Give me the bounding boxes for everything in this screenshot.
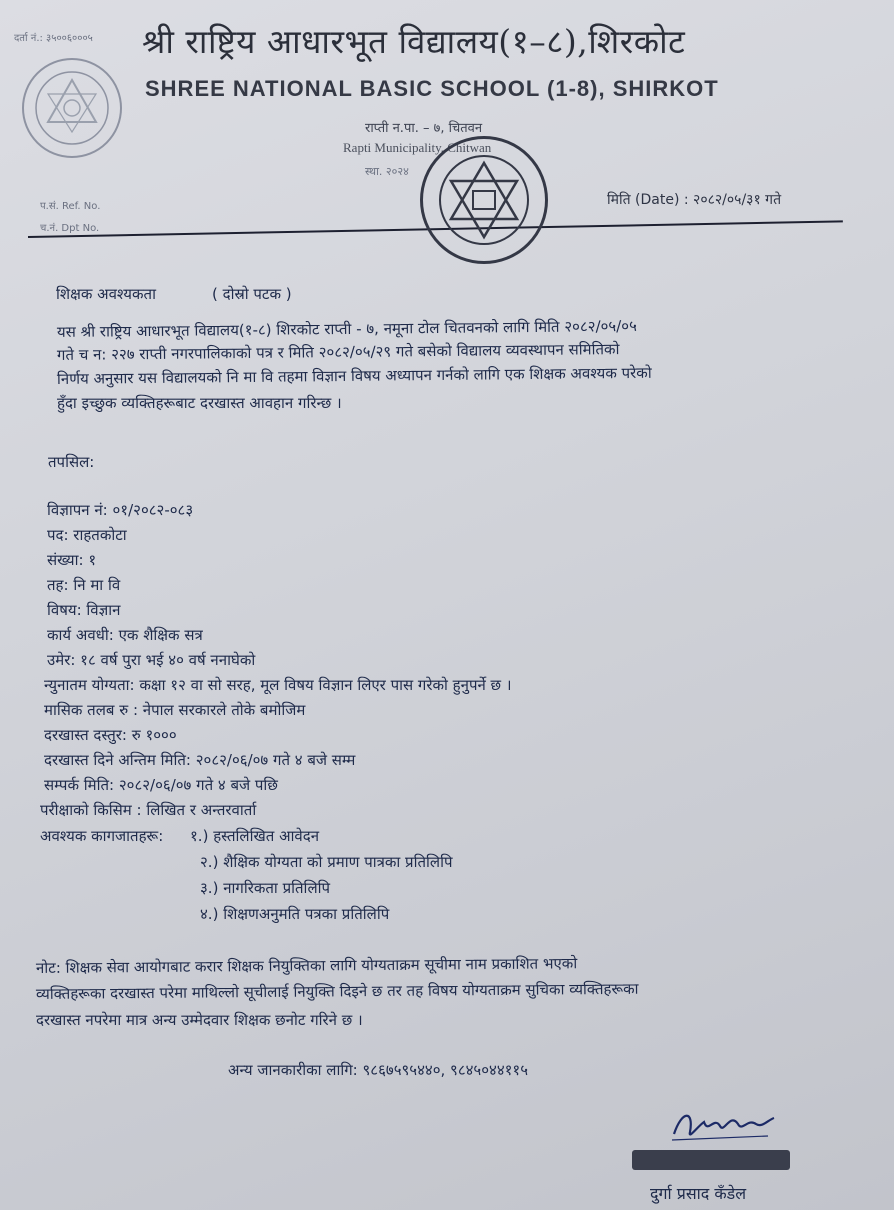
document-item: ४.) शिक्षणअनुमति पत्रका प्रतिलिपि — [200, 905, 390, 923]
detail-item: न्युनातम योग्यता: कक्षा १२ वा सो सरह, मूल विषय विज्ञान लिएर पास गरेको हुनुपर्ने छ । — [44, 676, 512, 694]
documents-label: अवश्यक कागजातहरू: — [40, 827, 164, 845]
detail-item: मासिक तलब रु : नेपाल सरकारले तोके बमोजिम — [44, 701, 306, 719]
established-year: स्था. २०२४ — [365, 165, 409, 178]
notice-subject-note: ( दोस्रो पटक ) — [212, 285, 292, 303]
signature-icon — [668, 1104, 778, 1146]
paragraph-line: निर्णय अनुसार यस विद्यालयको नि मा वि तहमा विज्ञान विषय अध्यापन गर्नको लागि एक शिक्षक अवश्यक परेको — [56, 363, 652, 388]
detail-item: तह: नि मा वि — [47, 576, 121, 594]
letter-date: मिति (Date) : २०८२/०५/३१ गते — [607, 192, 782, 208]
school-round-stamp — [420, 136, 548, 264]
signatory-name: दुर्गा प्रसाद कँडेल — [650, 1184, 747, 1203]
school-logo-emblem — [22, 58, 122, 158]
details-heading: तपसिल: — [48, 453, 95, 471]
school-name-nepali: श्री राष्ट्रिय आधारभूत विद्यालय(१–८),शिरकोट — [142, 22, 686, 61]
detail-item: सम्पर्क मिति: २०८२/०६/०७ गते ४ बजे पछि — [44, 776, 278, 794]
school-name-english: SHREE NATIONAL BASIC SCHOOL (1-8), SHIRKOT — [145, 76, 719, 101]
detail-item: विषय: विज्ञान — [47, 601, 121, 619]
contact-numbers: अन्य जानकारीका लागि: ९८६७५९५४४०, ९८४५०४४११५ — [228, 1061, 529, 1079]
detail-item: संख्या: १ — [47, 551, 97, 569]
document-item: २.) शैक्षिक योग्यता को प्रमाण पात्रका प्रतिलिपि — [200, 853, 453, 871]
note-line: नोट: शिक्षक सेवा आयोगबाट करार शिक्षक नियुक्तिका लागि योग्यताक्रम सूचीमा नाम प्रकाशित भएको — [35, 954, 578, 977]
detail-item: कार्य अवधी: एक शैक्षिक सत्र — [47, 626, 203, 644]
paragraph-line: यस श्री राष्ट्रिय आधारभूत विद्यालय(१-८) शिरकोट राप्ती - ७, नमूना टोल चितवनको लागि मिति २०८२/०५/०५ — [56, 316, 637, 341]
dispatch-number: च.नं. Dpt No. — [40, 223, 100, 234]
detail-item: परीक्षाको किसिम : लिखित र अन्तरवार्ता — [40, 801, 257, 819]
handwritten-signature — [668, 1104, 778, 1154]
address-english: Rapti Municipality, Chitwan — [343, 140, 492, 155]
note-line: दरखास्त नपरेमा मात्र अन्य उम्मेदवार शिक्षक छनोट गरिने छ । — [36, 1011, 363, 1029]
detail-item: पद: राहतकोटा — [47, 526, 127, 544]
paragraph-line: हुँदा इच्छुक व्यक्तिहरूबाट दरखास्त आवहान गरिन्छ । — [57, 394, 342, 412]
detail-item: दरखास्त दस्तुर: रु १००० — [44, 726, 177, 744]
detail-item: उमेर: १८ वर्ष पुरा भई ४० वर्ष ननाघेको — [47, 651, 256, 669]
emblem-icon — [24, 60, 120, 156]
notice-subject: शिक्षक अवश्यकता — [56, 285, 156, 303]
registration-code: दर्ता नं.: ३५००६०००५ — [14, 33, 93, 44]
stamp-emblem-icon — [423, 139, 545, 261]
document-item: ३.) नागरिकता प्रतिलिपि — [200, 879, 331, 897]
document-item: १.) हस्तलिखित आवेदन — [190, 827, 320, 845]
paragraph-line: गते च न: २२७ राप्ती नगरपालिकाको पत्र र मिति २०८२/०५/२९ गते बसेको विद्यालय व्यवस्थापन समितिको — [56, 340, 620, 364]
reference-number: प.सं. Ref. No. — [40, 201, 101, 212]
name-stamp-smudge — [632, 1150, 790, 1170]
detail-item: दरखास्त दिने अन्तिम मिति: २०८२/०६/०७ गते ४ बजे सम्म — [44, 751, 356, 769]
note-line: व्यक्तिहरूका दरखास्त परेमा माथिल्लो सूचीलाई नियुक्ति दिइने छ तर तह विषय योग्यताक्रम सुचिका व्यक्तिहरूका — [35, 979, 639, 1003]
detail-item: विज्ञापन नं: ०१/२०८२-०८३ — [47, 501, 194, 519]
address-nepali: राप्ती न.पा. – ७, चितवन — [365, 121, 483, 136]
